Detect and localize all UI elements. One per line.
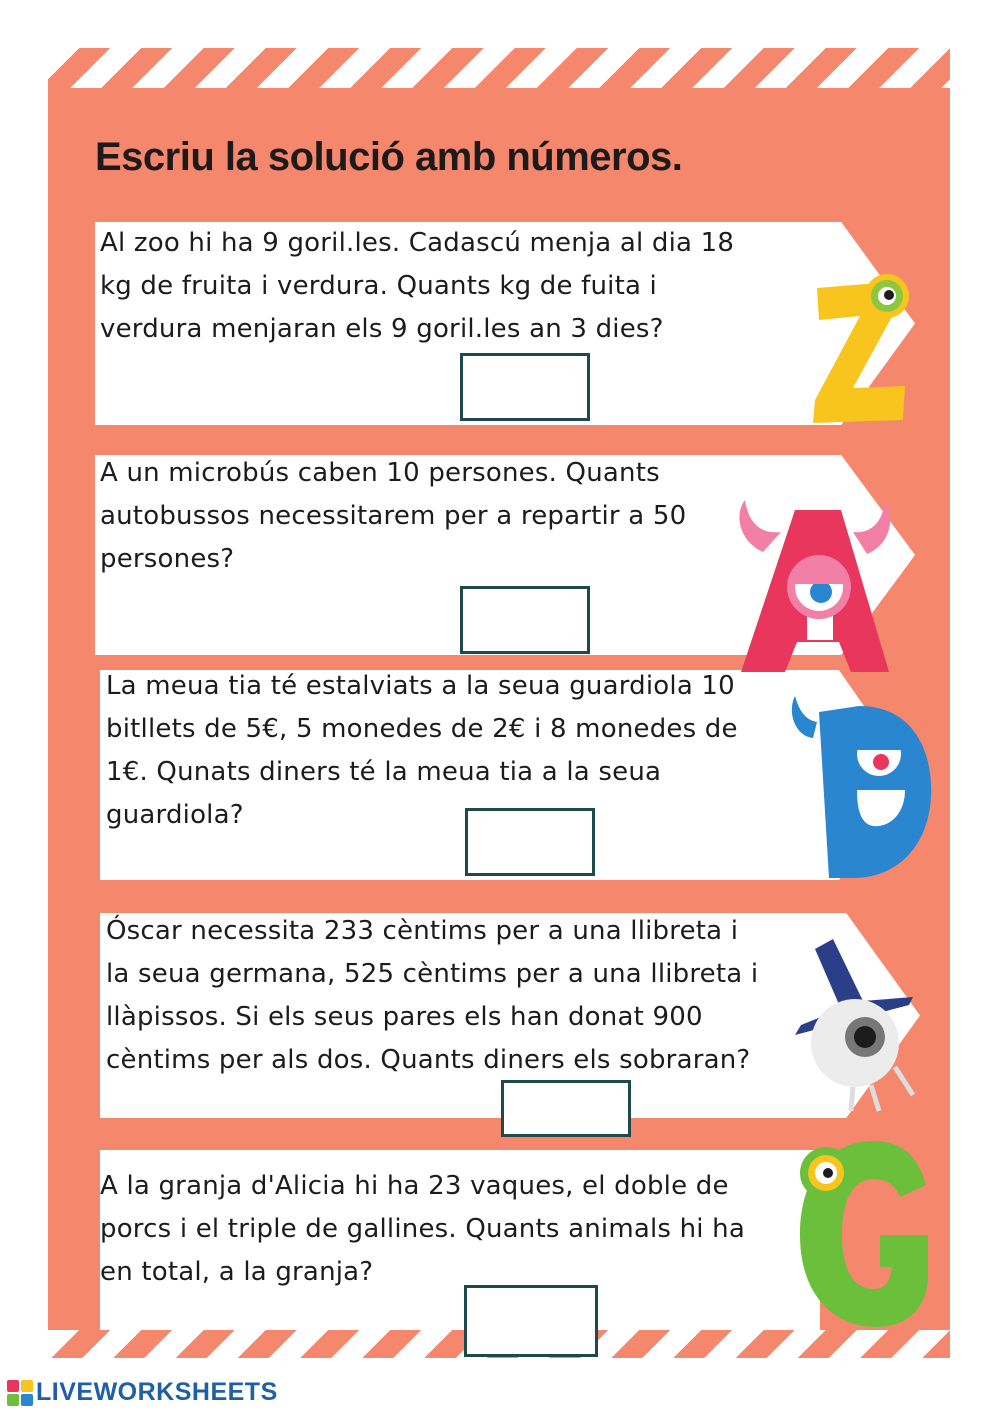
- question-1-line-3: verdura menjaran els 9 goril.les an 3 dies?: [100, 314, 664, 344]
- footer-logo[interactable]: [6, 1378, 278, 1407]
- question-4-line-2: la seua germana, 525 cèntims per a una llibreta i: [106, 959, 759, 989]
- monster-d-iris: [873, 754, 889, 770]
- question-text-4: [106, 910, 758, 1082]
- liveworksheets-logo-icon: [6, 1379, 34, 1407]
- question-2-line-1: A un microbús caben 10 persones. Quants: [100, 458, 660, 488]
- question-text-3: [106, 665, 738, 837]
- question-4-line-1: Óscar necessita 233 cèntims per a una llibreta i: [106, 916, 739, 946]
- monster-z-pupil: [884, 290, 894, 300]
- answer-input-5[interactable]: [464, 1285, 598, 1357]
- question-3-line-1: La meua tia té estalviats a la seua guardiola 10: [106, 671, 735, 701]
- question-2-line-2: autobussos necessitarem per a repartir a 50: [100, 501, 687, 531]
- monster-d-icon: [787, 692, 935, 880]
- question-2-line-3: persones?: [100, 544, 235, 574]
- question-text-2: [100, 452, 686, 581]
- question-4-line-4: cèntims per als dos. Quants diners els sobraran?: [106, 1045, 751, 1075]
- footer-brand-text: LIVEWORKSHEETS: [36, 1378, 278, 1406]
- answer-input-4[interactable]: [501, 1080, 631, 1137]
- monster-eyeball-wizard-icon: [793, 935, 918, 1120]
- monster-a-iris: [810, 581, 832, 603]
- question-text-1: [100, 222, 734, 351]
- question-3-line-3: 1€. Qunats diners té la meua tia a la seua: [106, 757, 662, 787]
- question-4-line-3: llàpissos. Si els seus pares els han donat 900: [106, 1002, 703, 1032]
- question-5-line-2: porcs i el triple de gallines. Quants animals hi ha: [100, 1214, 745, 1244]
- monster-a-icon: [735, 492, 895, 674]
- question-5-line-1: A la granja d'Alicia hi ha 23 vaques, el doble de: [100, 1171, 729, 1201]
- question-5-line-3: en total, a la granja?: [100, 1257, 374, 1287]
- question-1-line-1: Al zoo hi ha 9 goril.les. Cadascú menja al dia 18: [100, 228, 735, 258]
- monster-d-antenna: [792, 696, 817, 738]
- monster-g-pupil: [823, 1168, 833, 1178]
- answer-input-2[interactable]: [460, 586, 590, 654]
- answer-input-1[interactable]: [460, 353, 590, 421]
- striped-border-top: [48, 48, 950, 88]
- eyeball-pupil: [854, 1026, 876, 1048]
- question-text-5: [100, 1165, 745, 1294]
- monster-g-icon: [796, 1135, 930, 1330]
- question-3-line-4: guardiola?: [106, 800, 244, 830]
- question-1-line-2: kg de fruita i verdura. Quants kg de fuita i: [100, 271, 657, 301]
- monster-a-left-horn: [739, 500, 781, 552]
- monster-z-icon: [805, 268, 915, 428]
- page-title: Escriu la solució amb números.: [95, 135, 683, 179]
- monster-a-right-horn: [853, 500, 890, 554]
- answer-input-3[interactable]: [465, 808, 595, 876]
- question-3-line-2: bitllets de 5€, 5 monedes de 2€ i 8 monedes de: [106, 714, 738, 744]
